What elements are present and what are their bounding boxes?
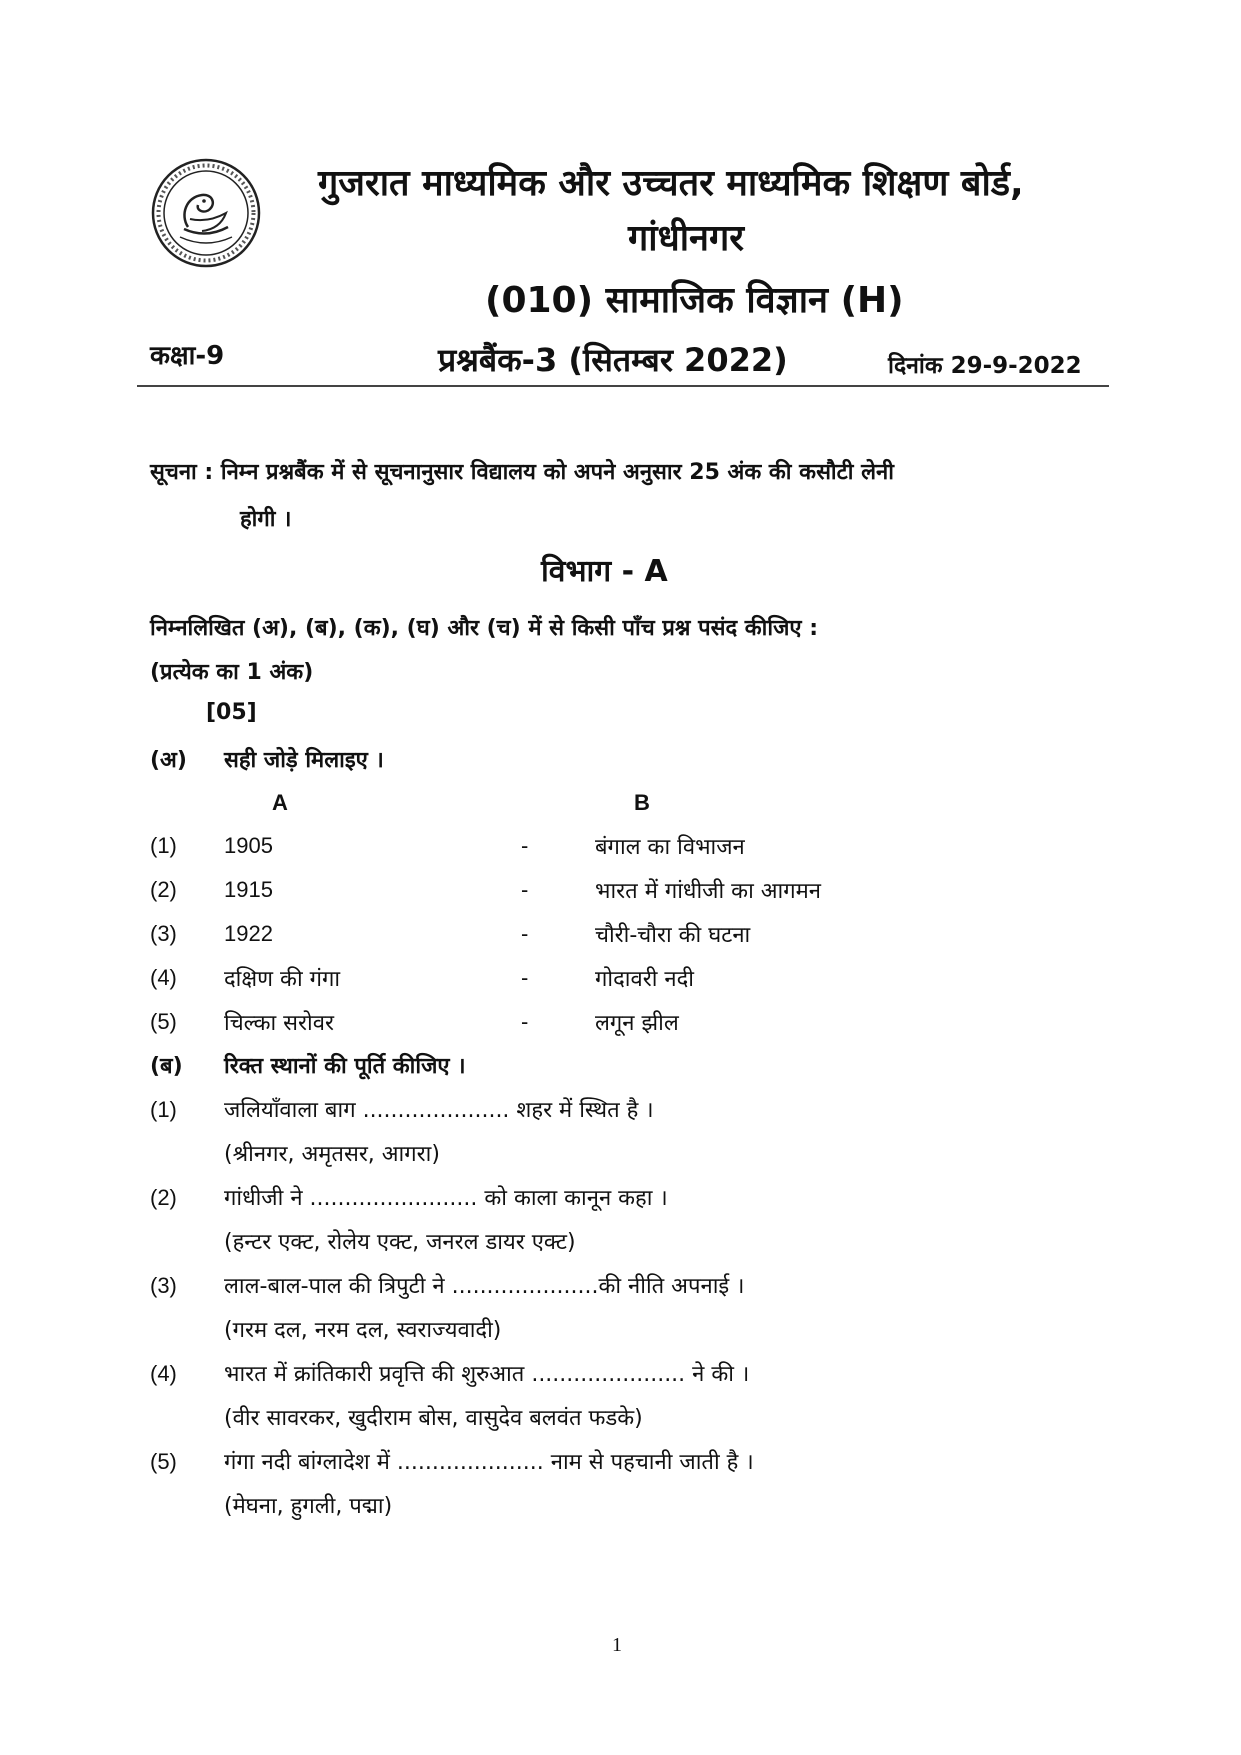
class-label: कक्षा-9 [150, 341, 225, 371]
page-number: 1 [612, 1634, 622, 1656]
date-label: दिनांक 29-9-2022 [888, 353, 1082, 379]
column-a-header: A [272, 790, 288, 815]
fill-item-question: भारत में क्रांतिकारी प्रवृत्ति की शुरुआत ...................... ने की । [224, 1362, 750, 1387]
match-row-a: 1905 [224, 833, 273, 858]
match-row-dash: - [521, 921, 529, 946]
match-row-a: चिल्का सरोवर [224, 1011, 334, 1036]
match-row-num: (1) [150, 833, 177, 858]
match-row-num: (4) [150, 965, 177, 990]
fill-item-options: (गरम दल, नरम दल, स्वराज्यवादी) [224, 1318, 502, 1343]
fill-item-question: जलियाँवाला बाग ..................... शहर में स्थित है । [224, 1098, 654, 1123]
fill-item-num: (2) [150, 1185, 177, 1210]
match-title: सही जोड़े मिलाइए । [224, 748, 384, 773]
fill-item-options: (मेघना, हुगली, पद्मा) [224, 1494, 393, 1519]
question-bank-title: प्रश्नबैंक-3 (सितम्बर 2022) [438, 341, 788, 379]
board-name-line2: गांधीनगर [628, 218, 745, 259]
match-row-dash: - [521, 965, 529, 990]
board-name-line1: गुजरात माध्यमिक और उच्चतर माध्यमिक शिक्षण बोर्ड, [318, 163, 1024, 204]
fill-item-options: (हन्टर एक्ट, रोलेय एक्ट, जनरल डायर एक्ट) [224, 1230, 576, 1255]
match-row-a: 1922 [224, 921, 273, 946]
match-row-dash: - [521, 1009, 529, 1034]
match-row-num: (2) [150, 877, 177, 902]
fill-item-options: (वीर सावरकर, खुदीराम बोस, वासुदेव बलवंत फडके) [224, 1406, 643, 1431]
header-divider [137, 385, 1109, 387]
board-seal-logo [150, 157, 262, 269]
fill-item-num: (1) [150, 1097, 177, 1122]
fill-item-question: गांधीजी ने ........................ को काला कानून कहा । [224, 1186, 668, 1211]
subject-title: (010) सामाजिक विज्ञान (H) [485, 280, 904, 321]
match-row-b: चौरी-चौरा की घटना [595, 923, 751, 948]
fill-item-num: (5) [150, 1449, 177, 1474]
fill-item-num: (4) [150, 1361, 177, 1386]
match-row-b: बंगाल का विभाजन [595, 835, 745, 860]
notice-line1: सूचना : निम्न प्रश्नबैंक में से सूचनानुसार विद्यालय को अपने अनुसार 25 अंक की कसौटी लेनी [150, 460, 894, 485]
fill-item-question: गंगा नदी बांग्लादेश में ..................... नाम से पहचानी जाती है । [224, 1450, 754, 1475]
fill-title: रिक्त स्थानों की पूर्ति कीजिए । [224, 1054, 466, 1079]
total-marks: [05] [206, 700, 257, 725]
match-row-a: 1915 [224, 877, 273, 902]
fill-label: (ब) [150, 1054, 183, 1079]
match-label: (अ) [150, 748, 187, 773]
column-b-header: B [634, 790, 650, 815]
fill-item-num: (3) [150, 1273, 177, 1298]
marks-each: (प्रत्येक का 1 अंक) [150, 660, 314, 685]
match-row-b: लगून झील [595, 1011, 679, 1036]
match-row-num: (5) [150, 1009, 177, 1034]
section-title: विभाग - A [541, 554, 668, 589]
match-row-dash: - [521, 833, 529, 858]
match-row-a: दक्षिण की गंगा [224, 967, 341, 992]
fill-item-question: लाल-बाल-पाल की त्रिपुटी ने .....................की नीति अपनाई । [224, 1274, 745, 1299]
notice-line2: होगी । [240, 507, 292, 532]
match-row-b: गोदावरी नदी [595, 967, 694, 992]
section-instruction: निम्नलिखित (अ), (ब), (क), (घ) और (च) में से किसी पाँच प्रश्न पसंद कीजिए : [150, 616, 819, 641]
fill-item-options: (श्रीनगर, अमृतसर, आगरा) [224, 1142, 440, 1167]
match-row-b: भारत में गांधीजी का आगमन [595, 879, 821, 904]
match-row-dash: - [521, 877, 529, 902]
match-row-num: (3) [150, 921, 177, 946]
